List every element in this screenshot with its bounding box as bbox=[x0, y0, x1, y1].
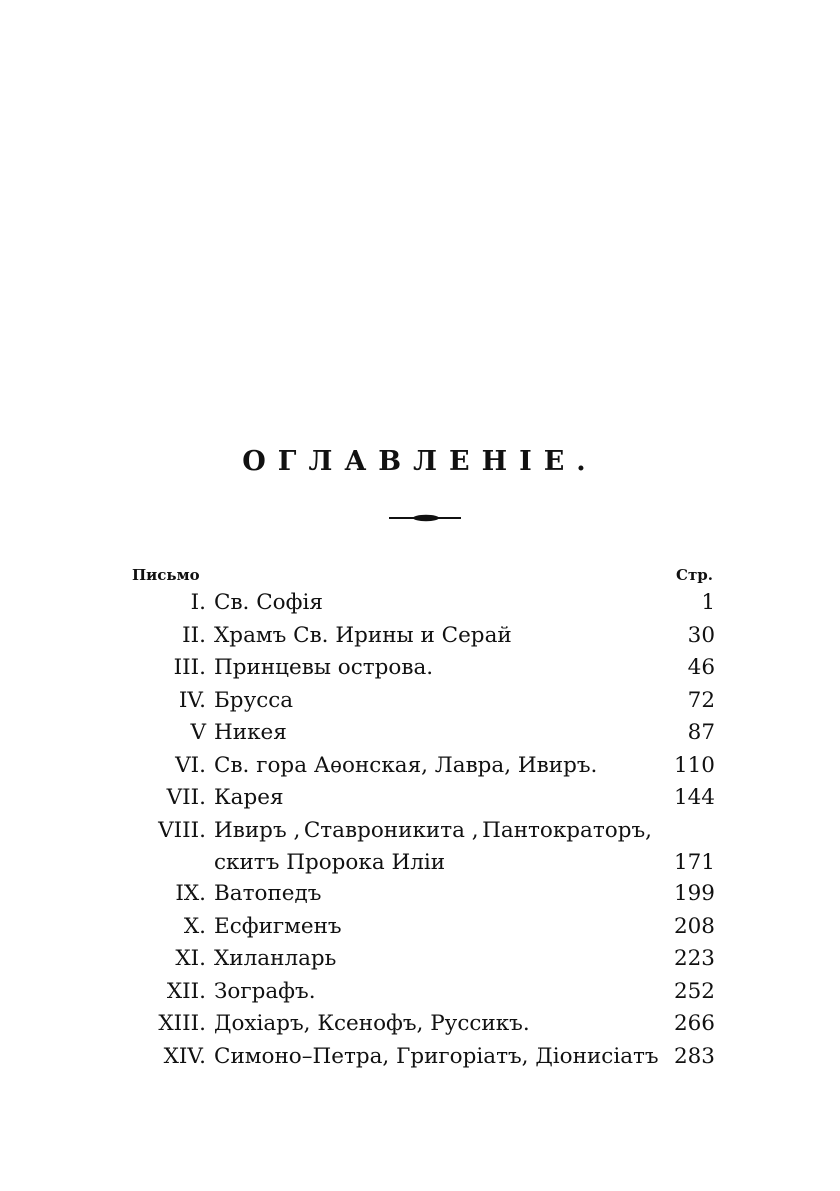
toc-num: VI. bbox=[175, 752, 206, 778]
toc-row bbox=[0, 620, 840, 653]
toc-text-part: Пантократоръ, bbox=[482, 817, 652, 843]
page-title: ОГЛАВЛЕНІЕ. bbox=[242, 446, 598, 477]
toc-text: Брусса bbox=[214, 687, 294, 713]
toc-page: 72 bbox=[687, 687, 715, 713]
toc-row bbox=[0, 878, 840, 911]
toc-row bbox=[0, 717, 840, 750]
toc-text-part: Ставроникита , bbox=[303, 817, 479, 843]
header-letter: Письмо bbox=[132, 566, 200, 584]
toc-page: 223 bbox=[673, 946, 715, 971]
toc-text: Храмъ Св. Ирины и Серай bbox=[214, 622, 512, 648]
toc-text bbox=[214, 815, 652, 848]
toc-page: 30 bbox=[687, 622, 715, 648]
header-page: Стр. bbox=[676, 566, 713, 584]
toc-text: Св. гора Аѳонская, Лавра, Ивиръ. bbox=[214, 752, 598, 778]
toc-row bbox=[0, 1041, 840, 1074]
toc-num: III. bbox=[173, 655, 206, 680]
table-of-contents bbox=[0, 587, 840, 1073]
toc-page: 199 bbox=[673, 881, 715, 906]
toc-num: XI. bbox=[175, 946, 206, 971]
toc-text-continuation: скитъ Пророка Иліи bbox=[214, 850, 446, 875]
toc-text: Есфигменъ bbox=[214, 913, 342, 939]
toc-page: 87 bbox=[687, 720, 715, 745]
ornament-divider bbox=[389, 510, 461, 526]
toc-row bbox=[0, 685, 840, 718]
toc-num: XIII. bbox=[158, 1011, 206, 1036]
toc-row bbox=[0, 782, 840, 815]
toc-num: VII. bbox=[166, 785, 206, 810]
toc-row bbox=[0, 1008, 840, 1041]
toc-page: 171 bbox=[673, 850, 715, 875]
toc-row bbox=[0, 652, 840, 685]
toc-page: 110 bbox=[673, 752, 715, 778]
toc-text: Зографъ. bbox=[214, 978, 316, 1004]
toc-num: V bbox=[190, 720, 206, 745]
toc-text: Карея bbox=[214, 785, 284, 810]
toc-num: I. bbox=[190, 590, 206, 615]
toc-text: Ватопедъ bbox=[214, 881, 322, 906]
toc-num: II. bbox=[182, 622, 206, 648]
toc-num: VIII. bbox=[158, 817, 206, 843]
toc-num: IV. bbox=[178, 687, 206, 713]
toc-page: 283 bbox=[673, 1043, 715, 1069]
toc-num: IX. bbox=[175, 881, 206, 906]
toc-row bbox=[0, 911, 840, 944]
toc-text: Св. Софія bbox=[214, 590, 323, 615]
toc-text: Дохіаръ, Ксенофъ, Руссикъ. bbox=[214, 1011, 530, 1036]
toc-row bbox=[0, 750, 840, 783]
toc-text: Хиланларь bbox=[214, 946, 337, 971]
toc-text: Никея bbox=[214, 720, 287, 745]
toc-row bbox=[0, 943, 840, 976]
toc-page: 144 bbox=[673, 785, 715, 810]
toc-text: Принцевы острова. bbox=[214, 655, 434, 680]
toc-num: XIV. bbox=[163, 1043, 206, 1069]
toc-page: 208 bbox=[673, 913, 715, 939]
toc-row bbox=[0, 587, 840, 620]
toc-row bbox=[0, 976, 840, 1009]
toc-row-continuation bbox=[0, 847, 840, 878]
toc-text-part: Ивиръ , bbox=[214, 817, 301, 843]
toc-page: 252 bbox=[673, 978, 715, 1004]
toc-page: 46 bbox=[687, 655, 715, 680]
toc-page: 266 bbox=[673, 1011, 715, 1036]
toc-row bbox=[0, 815, 840, 848]
toc-num: XII. bbox=[166, 978, 206, 1004]
toc-text: Симоно–Петра, Григоріатъ, Діонисіатъ bbox=[214, 1043, 659, 1069]
toc-num: X. bbox=[183, 913, 206, 939]
toc-page: 1 bbox=[701, 590, 715, 615]
